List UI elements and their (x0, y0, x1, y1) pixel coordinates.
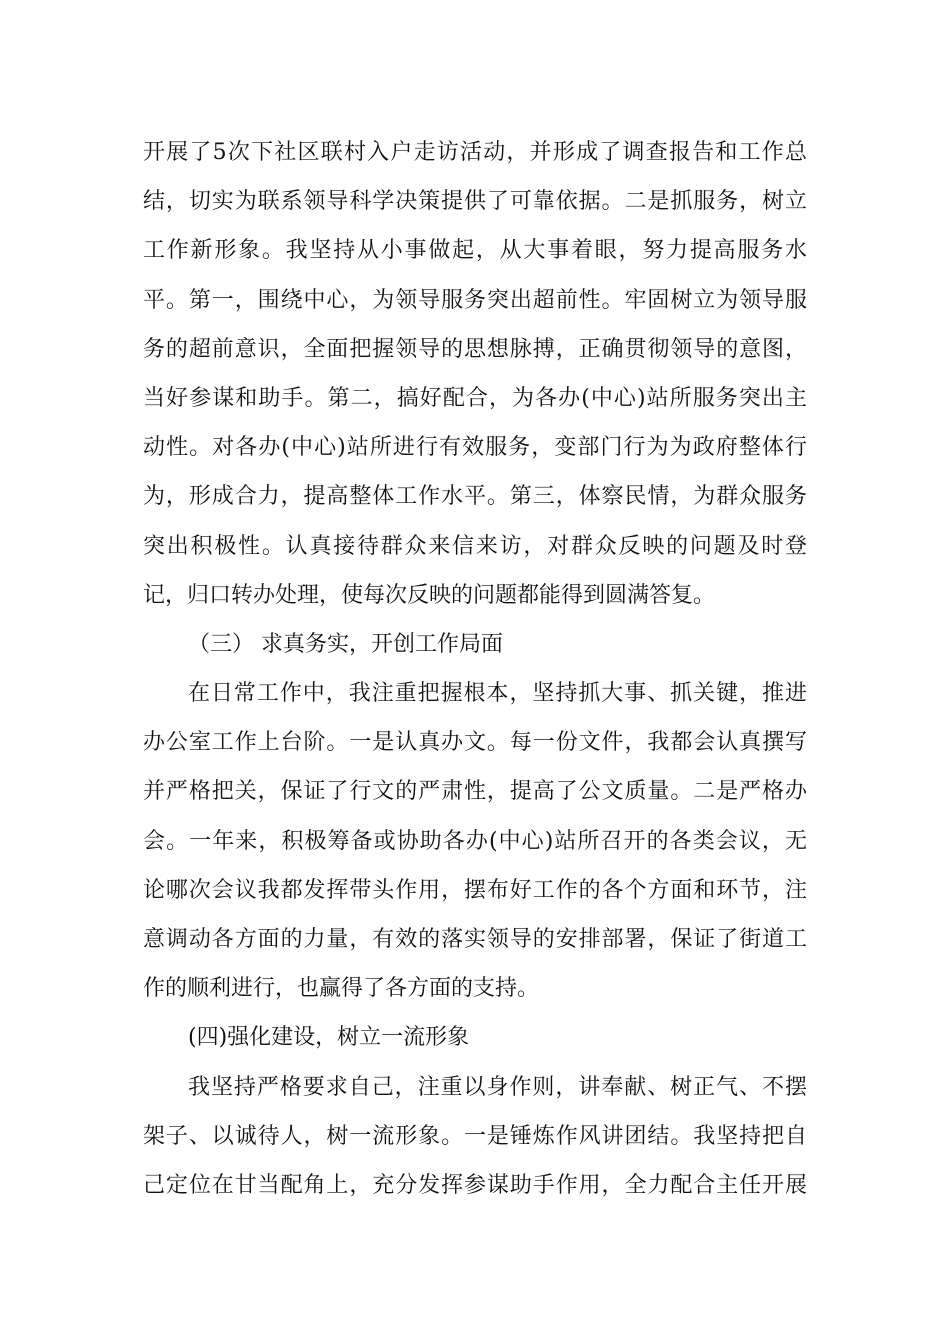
text-line: 当好参谋和助手。第二，搞好配合，为各办(中心)站所服务突出主 (143, 385, 807, 411)
text-line: 意调动各方面的力量，有效的落实领导的安排部署，保证了街道工 (143, 927, 807, 952)
text-line: 办公室工作上台阶。一是认真办文。每一份文件，我都会认真撰写 (143, 730, 807, 756)
text-line: 并严格把关，保证了行文的严肃性，提高了公文质量。二是严格办 (143, 779, 807, 805)
text-line: 为，形成合力，提高整体工作水平。第三，体察民情，为群众服务 (143, 484, 807, 510)
text-line: 作的顺利进行，也赢得了各方面的支持。 (143, 976, 540, 1002)
document-body (143, 128, 807, 1210)
text-line: 架子、以诚待人，树一流形象。一是锤炼作风讲团结。我坚持把自 (143, 1123, 807, 1149)
section-heading: （三） 求真务实，开创工作局面 (188, 631, 503, 657)
text-line: 务的超前意识，全面把握领导的思想脉搏，正确贯彻领导的意图， (143, 336, 807, 362)
text-line: 在日常工作中，我注重把握根本，坚持抓大事、抓关键，推进 (188, 681, 807, 707)
text-line: 记，归口转办处理，使每次反映的问题都能得到圆满答复。 (143, 582, 716, 608)
text-line: 开展了5次下社区联村入户走访活动，并形成了调查报告和工作总 (143, 140, 807, 165)
text-line: 工作新形象。我坚持从小事做起，从大事着眼，努力提高服务水 (143, 238, 807, 264)
text-line: 己定位在甘当配角上，充分发挥参谋助手作用，全力配合主任开展 (143, 1172, 807, 1198)
text-line: 我坚持严格要求自己，注重以身作则，讲奉献、树正气、不摆 (188, 1074, 807, 1100)
section-heading: (四)强化建设，树立一流形象 (188, 1025, 470, 1051)
text-line: 动性。对各办(中心)站所进行有效服务，变部门行为为政府整体行 (143, 435, 807, 461)
text-line: 论哪次会议我都发挥带头作用，摆布好工作的各个方面和环节，注 (143, 877, 807, 903)
text-line: 平。第一，围绕中心，为领导服务突出超前性。牢固树立为领导服 (143, 287, 807, 313)
text-line: 突出积极性。认真接待群众来信来访，对群众反映的问题及时登 (143, 533, 807, 559)
text-line: 会。一年来，积极筹备或协助各办(中心)站所召开的各类会议，无 (143, 828, 807, 854)
text-line: 结，切实为联系领导科学决策提供了可靠依据。二是抓服务，树立 (143, 189, 807, 215)
